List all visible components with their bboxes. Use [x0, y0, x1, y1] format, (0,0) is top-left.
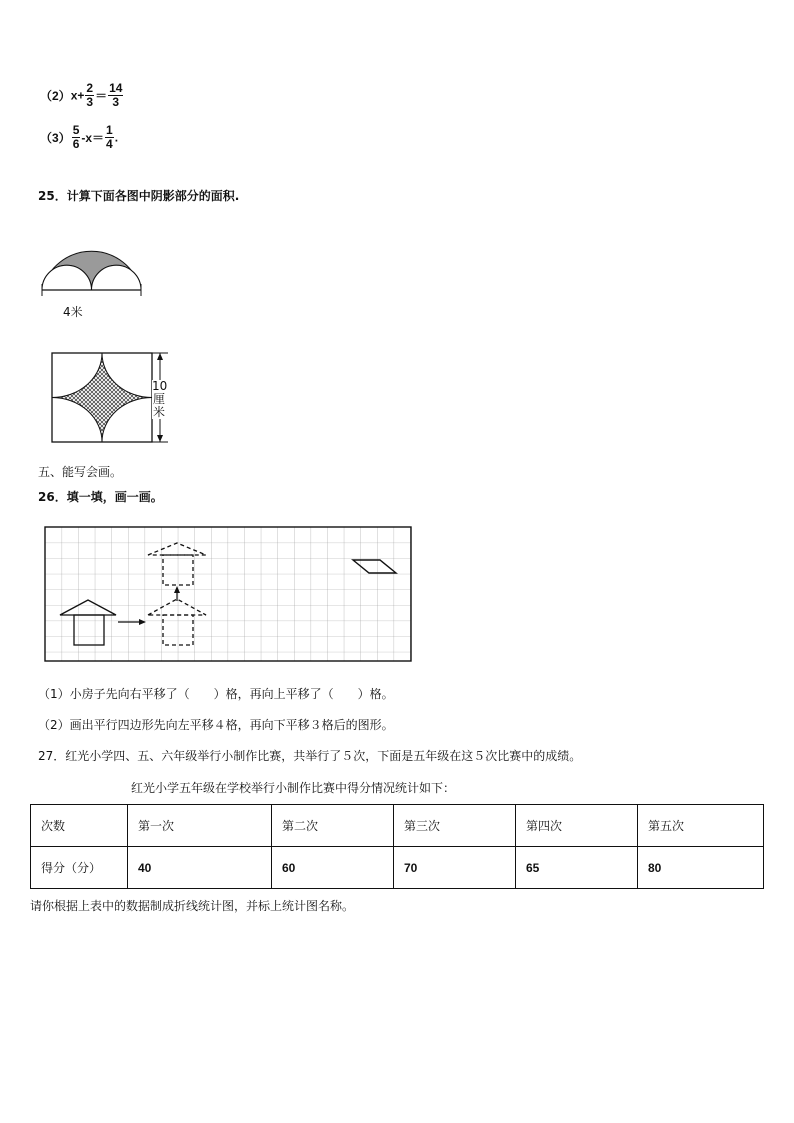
question-25-title: 25．计算下面各图中阴影部分的面积. [38, 189, 240, 203]
equals-sign: ＝ [95, 89, 108, 103]
table-cell: 第三次 [394, 805, 516, 847]
table-cell: 次数 [31, 805, 128, 847]
figure-1-label: 4米 [63, 305, 83, 319]
equation-label: （3） [40, 131, 71, 145]
figure-2-label [152, 380, 166, 419]
table-cell: 第一次 [128, 805, 272, 847]
question-26-title: 26．填一填，画一画。 [38, 490, 163, 504]
label-part: 米 [152, 405, 165, 419]
question-27-title: 27．红光小学四、五、六年级举行小制作比赛，共举行了５次，下面是五年级在这５次比赛中的成绩。 [38, 749, 582, 763]
equation-prefix: x+ [70, 88, 85, 103]
fraction: $\frac{2}{3}$ [86, 81, 94, 109]
equation-3 [40, 124, 118, 151]
question-27-instruction: 请你根据上表中的数据制成折线统计图，并标上统计图名称。 [30, 899, 355, 913]
table-cell: 70 [394, 847, 516, 889]
equation-end: . [114, 130, 119, 145]
fraction: $\frac{1}{4}$ [106, 123, 113, 151]
equation-middle: -x＝ [81, 131, 105, 145]
table-cell: 40 [128, 847, 272, 889]
equation-2 [40, 82, 124, 109]
table-caption: 红光小学五年级在学校举行小制作比赛中得分情况统计如下： [131, 781, 456, 795]
semicircle-figure [38, 220, 148, 300]
question-26-item-1: （1）小房子先向右平移了（ ）格，再向上平移了（ ）格。 [38, 687, 394, 701]
grid-figure [44, 526, 414, 664]
table-cell: 第四次 [516, 805, 638, 847]
table-cell: 得分（分） [31, 847, 128, 889]
label-part: 厘 [152, 392, 165, 406]
question-26-item-2: （2）画出平行四边形先向左平移４格，再向下平移３格后的图形。 [38, 718, 394, 732]
table-cell: 65 [516, 847, 638, 889]
table-row [31, 847, 764, 889]
score-table [30, 804, 764, 889]
label-part: 10 [152, 379, 168, 393]
fraction: $\frac{14}{3}$ [109, 81, 123, 109]
table-cell: 第二次 [272, 805, 394, 847]
equation-label: （2） [40, 89, 71, 103]
table-cell: 60 [272, 847, 394, 889]
fraction: $\frac{5}{6}$ [72, 123, 80, 151]
table-cell: 80 [638, 847, 764, 889]
section-5-title: 五、能写会画。 [38, 465, 123, 479]
table-header-row [31, 805, 764, 847]
table-cell: 第五次 [638, 805, 764, 847]
